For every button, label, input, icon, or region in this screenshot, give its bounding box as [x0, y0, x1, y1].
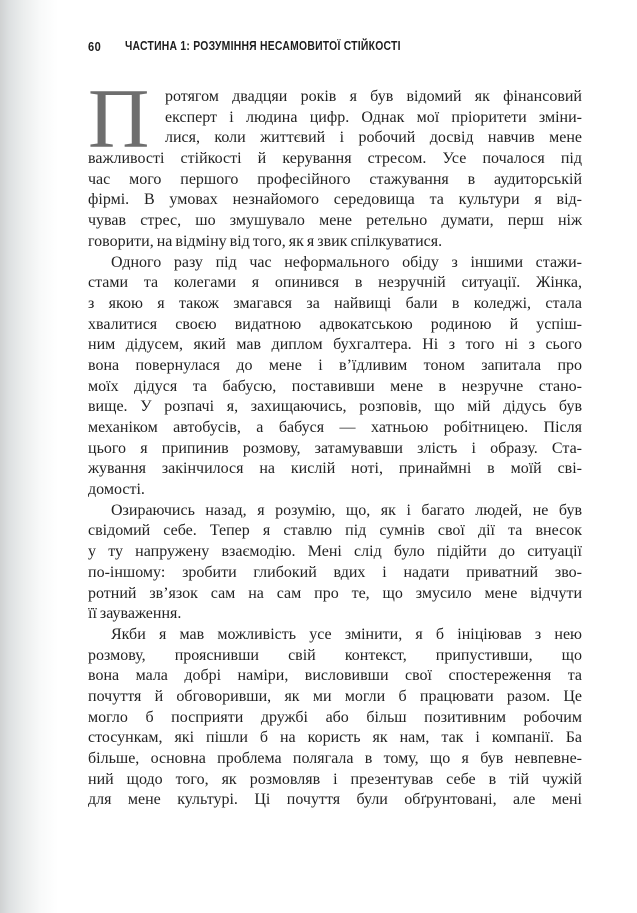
paragraph: [88, 72, 582, 253]
text-line: ротягом двадцяи років я був відомий як фінансовий: [165, 88, 582, 105]
text-line: вона повернулася до мене і в’їдливим тоном запитала про: [88, 356, 582, 374]
text-line: жування закінчилося на кислій ноті, принаймні в моїй сві-: [88, 460, 582, 478]
text-line: стами та колегами я опинився в незручній ситуації. Жінка,: [88, 274, 582, 292]
text-line: ний щодо того, як розмовляв і презентував себе в тій чужій: [88, 770, 582, 788]
text-line: у ту напружену взаємодію. Мені слід було підійти до ситуації: [88, 543, 582, 561]
text-line: моїх дідуся та бабусю, поставивши мене в незручне стано-: [88, 377, 582, 395]
paragraph: [88, 501, 582, 625]
text-line: Одного разу під час неформального обіду з іншими стажи-: [111, 253, 582, 271]
text-line: стосункам, які пішли б на користь як нам, так і компанії. Ба: [88, 729, 582, 747]
text-line: ротний зв’язок сам на сам про те, що змусило мене відчути: [88, 584, 582, 602]
text-line: вище. У розпачі я, захищаючись, розповів, що мій дідусь був: [88, 398, 582, 416]
text-line: почуття й обговоривши, як ми могли б працювати разом. Це: [88, 687, 582, 705]
text-line: розмову, прояснивши свій контекст, припустивши, що: [88, 646, 582, 664]
running-head: ЧАСТИНА 1: РОЗУМІННЯ НЕСАМОВИТОЇ СТІЙКОСТІ: [125, 39, 401, 53]
paragraph: [88, 625, 582, 811]
text-line: ним дідусем, який мав диплом бухгалтера. Ні з того ні з сього: [88, 336, 582, 354]
paragraph: [88, 253, 582, 501]
text-line: з якою я також змагався за найвищі бали в коледжі, стала: [88, 294, 582, 312]
text-line: свідомий себе. Тепер я ставлю під сумнів свої дії та внесок: [88, 522, 582, 540]
text-line: час мого першого професійного стажування в аудиторській: [88, 170, 582, 188]
text-line: фірмі. В умовах незнайомого середовища та культури я від-: [88, 191, 582, 209]
body-text: [88, 72, 582, 811]
text-line: Якби я мав можливість усе змінити, я б ініціював з нею: [111, 625, 582, 643]
text-line: більше, основна проблема полягала в тому, що я був невпевне-: [88, 750, 582, 767]
text-line: хвалитися своєю видатною адвокатською родиною й успіш-: [88, 315, 582, 333]
text-line: Озираючись назад, я розумію, що, як і багато людей, не був: [111, 501, 582, 519]
page-number: 60: [88, 39, 102, 54]
text-line: механіком автобусів, а бабуся — хатньою робітницею. Після: [88, 419, 582, 436]
text-line: для мене культурі. Ці почуття були обґрунтовані, але мені: [88, 791, 582, 809]
text-line: лися, коли життєвий і робочий досвід навчив мене: [165, 129, 582, 147]
drop-cap-letter: П: [88, 72, 150, 166]
text-line: вона мала добрі наміри, висловивши свої спостереження та: [88, 667, 582, 685]
text-line: домості.: [88, 481, 145, 499]
text-line: важливості стійкості й керування стресом. Усе почалося під: [88, 150, 582, 168]
text-line: говорити, на відміну від того, як я звик спілкуватися.: [88, 232, 443, 250]
text-line: чував стрес, шо змушувало мене ретельно думати, перш ніж: [88, 212, 582, 230]
text-line: по-іншому: зробити глибокий вдих і надати приватний зво-: [88, 563, 582, 581]
text-line: могло б посприяти дружбі або більш позитивним робочим: [88, 708, 582, 726]
page-header: [0, 39, 637, 57]
text-line: її зауваження.: [88, 605, 182, 623]
text-line: експерт і людина цифр. Однак мої пріоритети зміни-: [165, 108, 582, 126]
text-line: цього я припинив розмову, затамувавши злість і образу. Ста-: [88, 439, 582, 457]
